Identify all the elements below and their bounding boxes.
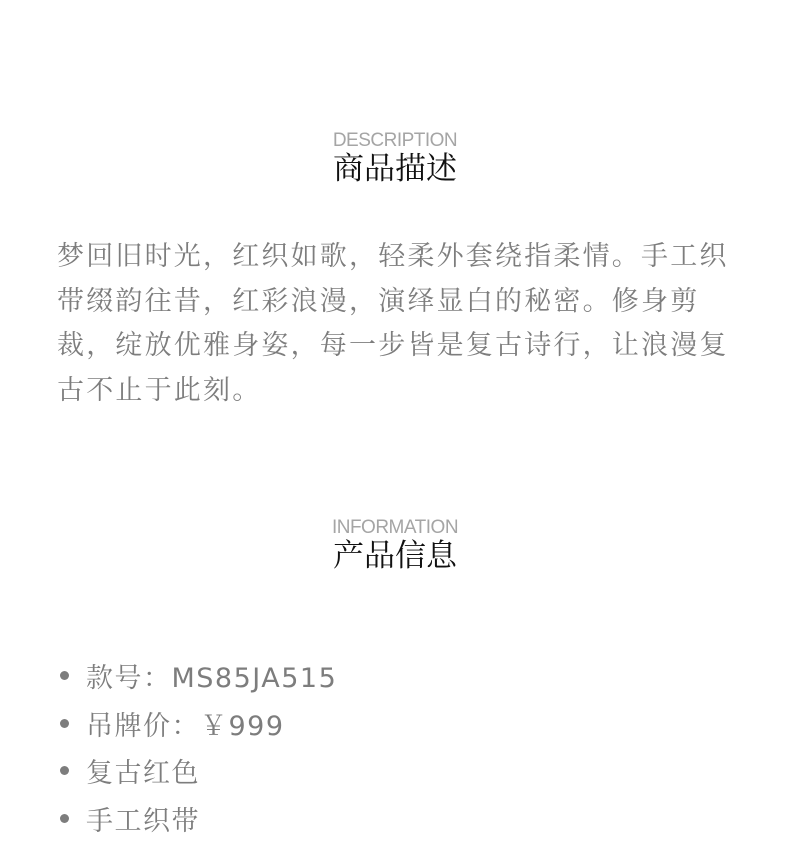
info-item-label: 复古红色 <box>86 758 200 790</box>
description-body: 梦回旧时光，红织如歌，轻柔外套绕指柔情。手工织带缀韵往昔，红彩浪漫，演绎显白的秘密。修身剪裁，绽放优雅身姿，每一步皆是复古诗行，让浪漫复古不止于此刻。 <box>57 241 729 406</box>
info-item-label: 手工织带 <box>86 805 200 837</box>
product-info-list <box>60 652 337 842</box>
info-item-tag-price <box>60 700 337 748</box>
description-header <box>0 131 790 187</box>
info-item-color <box>60 747 337 795</box>
bullet-icon <box>60 766 69 775</box>
information-title: 产品信息 <box>333 538 457 574</box>
info-item-label: 款号：MS85JA515 <box>86 663 338 695</box>
info-item-label: 吊牌价：￥999 <box>86 710 285 742</box>
info-item-style-number <box>60 652 337 700</box>
bullet-icon <box>60 814 69 823</box>
description-eyebrow: DESCRIPTION <box>332 130 458 151</box>
description-title: 商品描述 <box>333 151 457 187</box>
bullet-icon <box>60 671 69 680</box>
information-eyebrow: INFORMATION <box>331 517 459 538</box>
information-header <box>0 518 790 574</box>
info-item-craft <box>60 795 337 843</box>
bullet-icon <box>60 719 69 728</box>
